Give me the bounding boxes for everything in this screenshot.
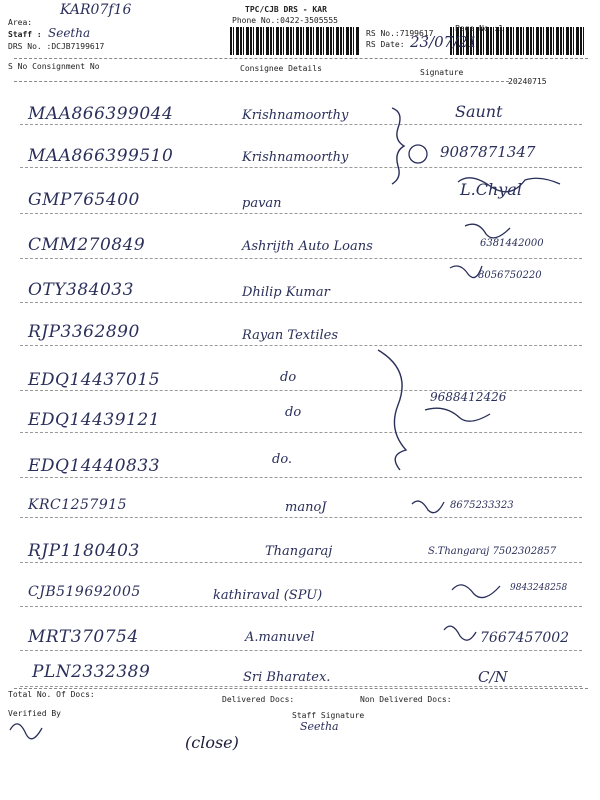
page-number: Page No.:1	[455, 24, 504, 33]
row-5-consignee: Dhilip Kumar	[242, 285, 330, 300]
staff-label: Staff :	[8, 30, 42, 39]
row-1-consignee: Krishnamoorthy	[242, 108, 349, 123]
verified-by-label: Verified By	[8, 709, 61, 718]
row-11-signature: S.Thangaraj 7502302857	[428, 546, 557, 557]
staff-value: Seetha	[48, 26, 91, 40]
staff-signature-label: Staff Signature	[292, 711, 365, 720]
row-3-consignment: GMP765400	[28, 190, 140, 210]
row-6-consignee: Rayan Textiles	[242, 328, 339, 343]
row-10-consignee: manoJ	[285, 500, 327, 515]
page-title: TPC/CJB DRS - KAR	[245, 5, 327, 14]
row-4-signature: 6381442000	[480, 238, 544, 249]
row-4-consignment: CMM270849	[28, 235, 146, 255]
row-6-consignment: RJP3362890	[28, 322, 140, 342]
row-14-consignee: Sri Bharatex.	[243, 670, 331, 685]
row-12-signature: 9843248258	[510, 583, 568, 593]
row-2-signature: 9087871347	[440, 143, 536, 161]
row-11-consignment: RJP1180403	[28, 541, 140, 561]
row-8-consignment: EDQ14439121	[28, 410, 161, 430]
column-sno-consignment: S No Consignment No	[8, 62, 100, 71]
footer-divider	[14, 688, 588, 689]
row-3-signature: L.Chyal	[460, 180, 522, 199]
row-8-signature: 9688412426	[430, 390, 507, 404]
row-13-signature: 7667457002	[480, 630, 570, 646]
row-9-consignee: do.	[272, 452, 293, 467]
row-10-signature: 8675233323	[450, 500, 514, 511]
row-2-consignee: Krishnamoorthy	[242, 150, 349, 165]
row-12-consignee: kathiraval (SPU)	[213, 588, 323, 603]
row-14-signature: C/N	[478, 668, 508, 686]
row-1-consignment: MAA866399044	[28, 104, 174, 124]
rs-date-label: RS Date:	[366, 40, 405, 49]
row-5-signature: 8056750220	[478, 270, 542, 281]
row-8-consignee: do	[285, 405, 302, 420]
drs-number: DRS No. :DCJB7199617	[8, 42, 105, 51]
date-stamp: 20240715	[508, 77, 547, 86]
row-11-consignee: Thangaraj	[265, 544, 333, 559]
row-10-consignment: KRC1257915	[28, 497, 128, 513]
column-signature: Signature	[420, 68, 464, 77]
row-14-consignment: PLN2332389	[32, 662, 151, 682]
staff-signature-value: Seetha	[300, 720, 339, 733]
row-7-consignment: EDQ14437015	[28, 370, 161, 390]
close-note: (close)	[185, 733, 239, 752]
row-3-consignee: pavan	[242, 196, 282, 211]
row-9-consignment: EDQ14440833	[28, 456, 161, 476]
column-consignee: Consignee Details	[240, 64, 322, 73]
non-delivered-docs-label: Non Delivered Docs:	[360, 695, 452, 704]
total-docs-label: Total No. Of Docs:	[8, 690, 95, 699]
phone-number: Phone No.:0422-3505555	[232, 16, 338, 25]
delivered-docs-label: Delivered Docs:	[222, 695, 295, 704]
row-2-consignment: MAA866399510	[28, 146, 174, 166]
row-5-consignment: OTY384033	[28, 280, 134, 300]
row-4-consignee: Ashrijth Auto Loans	[242, 239, 373, 254]
area-label: Area:	[8, 18, 33, 27]
row-12-consignment: CJB519692005	[28, 584, 141, 600]
area-value: KAR07f16	[60, 2, 132, 18]
row-7-consignee: do	[280, 370, 297, 385]
rs-number: RS No.:7199617	[366, 29, 434, 38]
row-1-signature: Saunt	[455, 102, 503, 121]
row-13-consignment: MRT370754	[28, 627, 139, 647]
row-13-consignee: A.manuvel	[245, 630, 315, 645]
rs-date-value: 23/07/21	[410, 33, 478, 51]
